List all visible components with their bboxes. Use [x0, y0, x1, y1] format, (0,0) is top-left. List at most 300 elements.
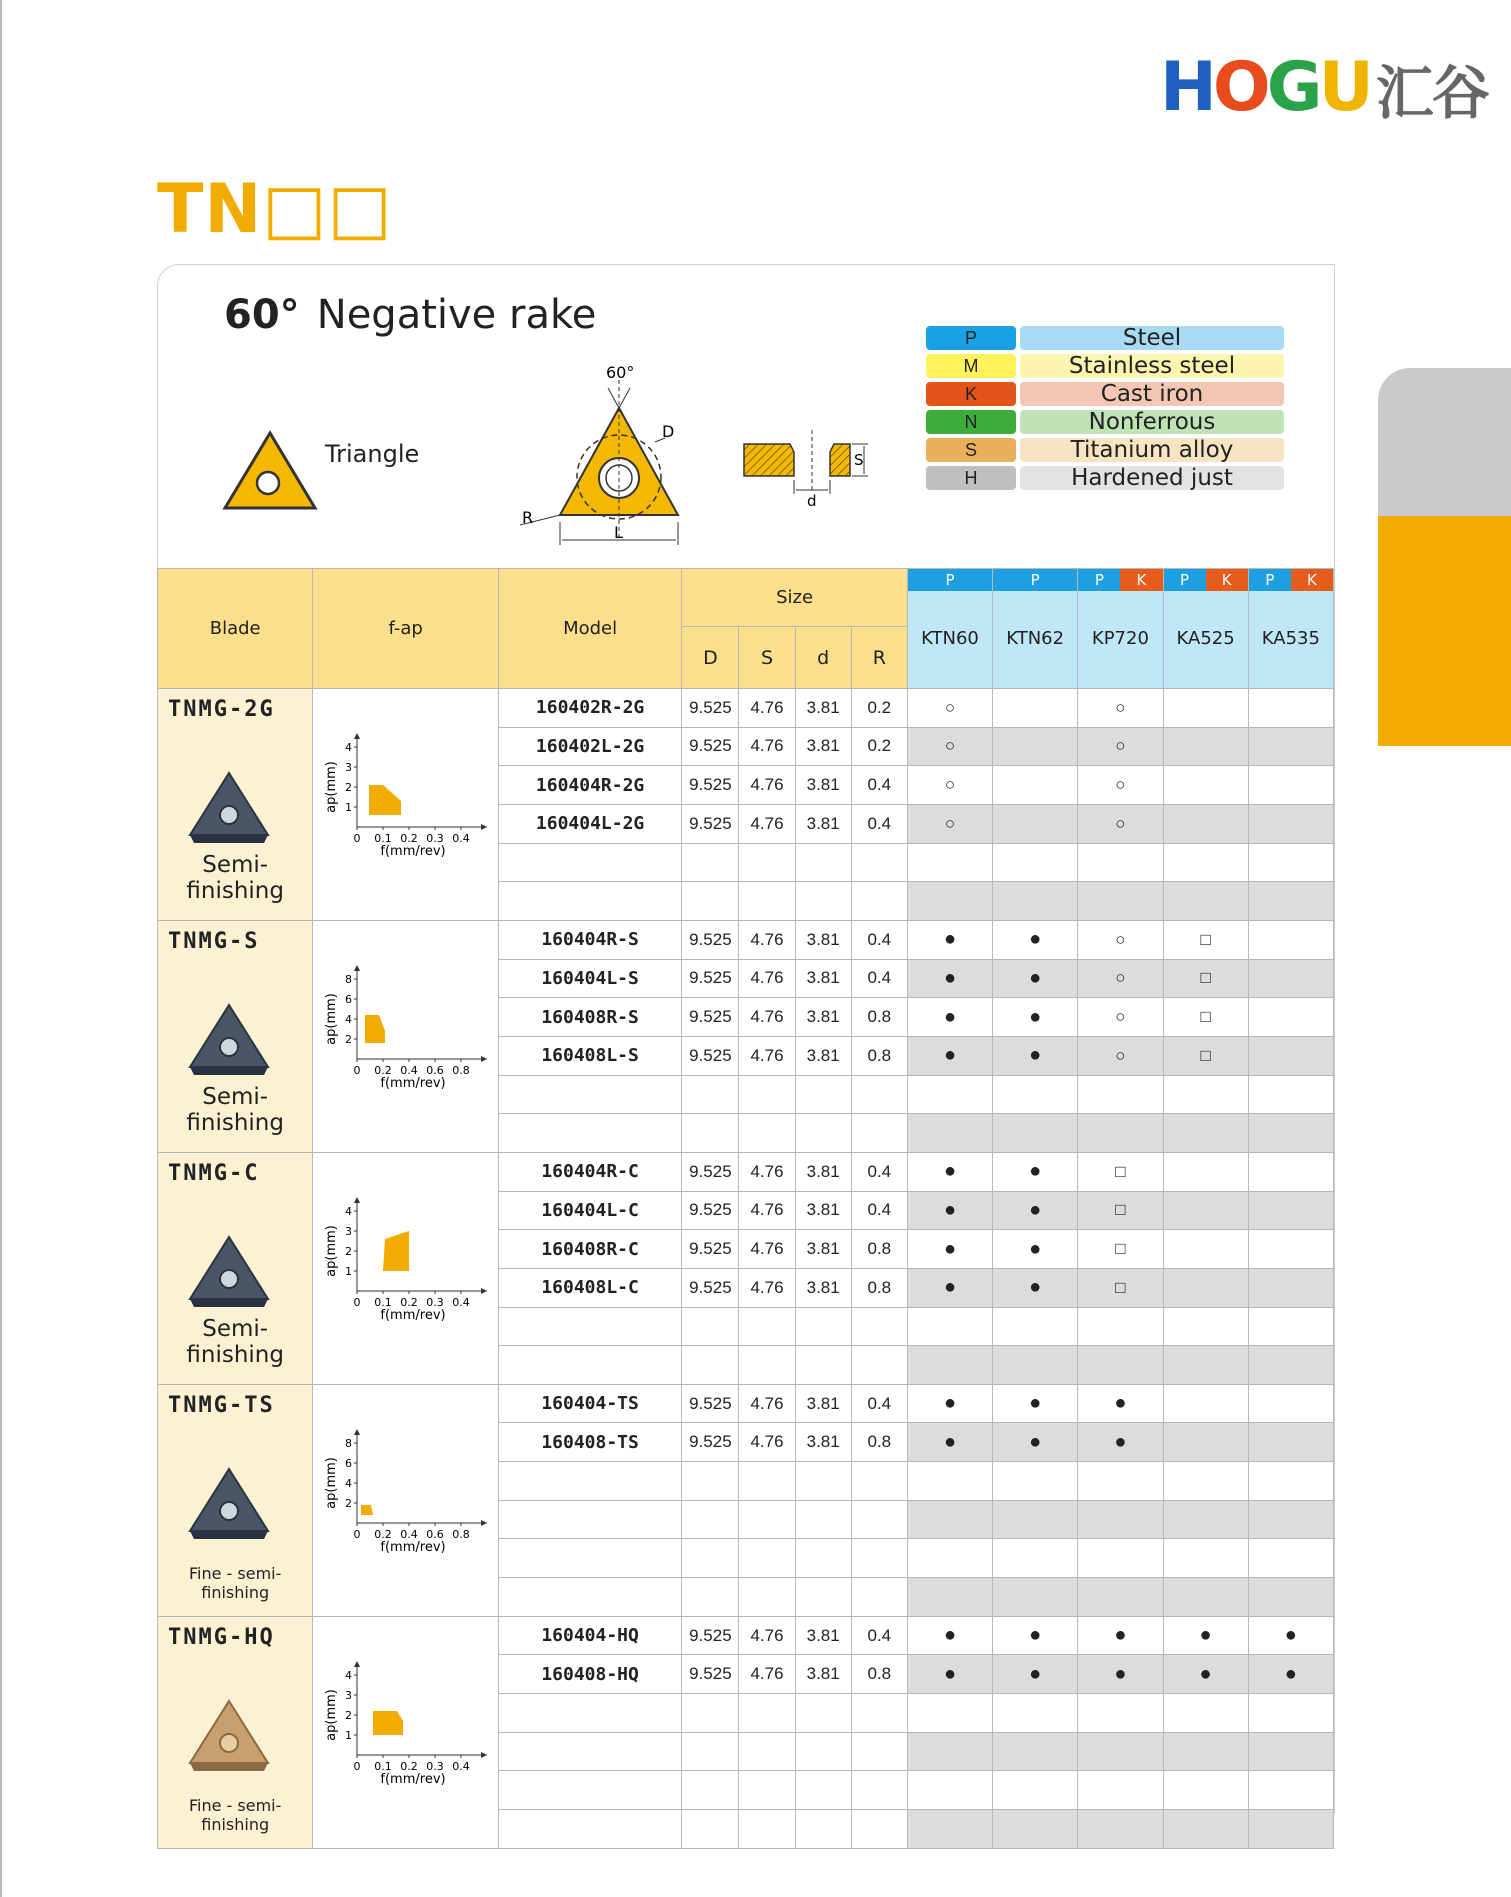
- grade-availability: □: [1163, 959, 1248, 998]
- model-code: 160408R-C: [498, 1230, 681, 1269]
- size-D-value: 9.525: [682, 1423, 739, 1462]
- y-axis-label: ap(mm): [324, 761, 340, 813]
- size-d-value: 3.81: [795, 1423, 851, 1462]
- size-d-value: 3.81: [795, 804, 851, 843]
- size-R-value: [851, 843, 907, 882]
- size-D-value: [682, 1578, 739, 1617]
- grade-availability: [993, 1694, 1078, 1733]
- grade-availability: [1163, 766, 1248, 805]
- model-code: [498, 843, 681, 882]
- model-code: 160404-HQ: [498, 1616, 681, 1655]
- size-D-value: 9.525: [682, 689, 739, 728]
- grade-availability: [1248, 1075, 1333, 1114]
- y-tick-label: 2: [345, 781, 353, 794]
- grade-availability: [1248, 727, 1333, 766]
- grade-availability: [1248, 1346, 1333, 1385]
- size-d-value: [795, 1462, 851, 1501]
- y-tick-label: 3: [345, 1688, 353, 1702]
- grade-availability: ●: [1163, 1655, 1248, 1694]
- size-D-value: [682, 843, 739, 882]
- y-axis-label: ap(mm): [324, 1688, 340, 1741]
- legend-code: S: [926, 438, 1016, 462]
- grade-availability: ●: [993, 1268, 1078, 1307]
- grade-availability: [1163, 804, 1248, 843]
- grade-availability: [1078, 882, 1163, 921]
- grade-availability: [1078, 1771, 1163, 1810]
- table-row: [158, 1152, 1334, 1191]
- size-R-value: [851, 1307, 907, 1346]
- grade-availability: ●: [1248, 1655, 1333, 1694]
- x-tick-label: 0.2: [374, 1527, 393, 1541]
- grade-name: KTN62: [1006, 628, 1065, 649]
- grade-availability: [993, 727, 1078, 766]
- grade-availability: [993, 1114, 1078, 1153]
- size-d-value: [795, 843, 851, 882]
- size-D-value: 9.525: [682, 1152, 739, 1191]
- table-row: [158, 1384, 1334, 1423]
- x-tick-label: 0.8: [452, 1527, 471, 1541]
- size-col-R: R: [851, 627, 907, 689]
- legend-code: N: [926, 410, 1016, 434]
- blade-application: Semi-finishing: [186, 1083, 284, 1136]
- grade-availability: ●: [907, 1036, 992, 1075]
- x-tick-label: 0: [353, 832, 361, 845]
- x-tick-label: 0.4: [452, 832, 471, 845]
- size-S-value: 4.76: [739, 959, 795, 998]
- table-row: [158, 920, 1334, 959]
- grade-availability: [1163, 843, 1248, 882]
- grade-availability: [993, 882, 1078, 921]
- blade-cell: [158, 1616, 313, 1848]
- x-tick-label: 0: [353, 1527, 361, 1541]
- size-D-value: 9.525: [682, 1191, 739, 1230]
- logo-chinese: 汇谷: [1375, 59, 1488, 127]
- shape-name: Triangle: [325, 440, 420, 468]
- size-D-value: [682, 1075, 739, 1114]
- blade-cell: [158, 1384, 313, 1616]
- grade-availability: [1078, 1075, 1163, 1114]
- fap-chart: [321, 1651, 491, 1821]
- size-S-value: [739, 1578, 795, 1617]
- grade-material-tags: [908, 569, 992, 591]
- y-tick-label: 2: [345, 1244, 353, 1258]
- grade-availability: [1248, 1384, 1333, 1423]
- grade-availability: [1163, 1230, 1248, 1269]
- side-decoration-grey: [1378, 368, 1511, 528]
- grade-availability: □: [1163, 998, 1248, 1037]
- x-tick-label: 0.8: [452, 1063, 471, 1077]
- grade-availability: [1163, 1191, 1248, 1230]
- grade-availability: ○: [1078, 689, 1163, 728]
- legend-name: Steel: [1020, 326, 1284, 350]
- model-code: 160408L-S: [498, 1036, 681, 1075]
- grade-availability: [993, 1732, 1078, 1771]
- size-R-value: 0.8: [851, 998, 907, 1037]
- size-S-value: 4.76: [739, 727, 795, 766]
- fap-cell: [313, 1152, 498, 1384]
- blade-name: TNMG-HQ: [168, 1624, 275, 1650]
- size-d-value: 3.81: [795, 959, 851, 998]
- grade-availability: [907, 882, 992, 921]
- grade-availability: [1248, 843, 1333, 882]
- size-S-value: [739, 1771, 795, 1810]
- size-d-value: 3.81: [795, 1655, 851, 1694]
- size-R-value: 0.2: [851, 727, 907, 766]
- insert-photo-icon: [186, 1465, 272, 1545]
- y-tick-label: 3: [345, 761, 353, 774]
- size-d-value: [795, 1694, 851, 1733]
- model-code: [498, 1771, 681, 1810]
- grade-availability: [993, 1346, 1078, 1385]
- model-code: [498, 1114, 681, 1153]
- legend-code: K: [926, 382, 1016, 406]
- grade-tag: P: [1249, 569, 1291, 591]
- grade-availability: [1248, 689, 1333, 728]
- y-axis-arrow: [354, 733, 360, 739]
- model-code: [498, 1539, 681, 1578]
- size-d-value: [795, 1771, 851, 1810]
- grade-availability: [1248, 1462, 1333, 1501]
- size-S-value: 4.76: [739, 998, 795, 1037]
- grade-header: [993, 569, 1078, 689]
- size-d-value: 3.81: [795, 920, 851, 959]
- model-code: 160404R-S: [498, 920, 681, 959]
- x-tick-label: 0.1: [374, 1295, 393, 1309]
- x-tick-label: 0.3: [426, 1295, 445, 1309]
- grade-availability: [907, 1810, 992, 1849]
- legend-row: [926, 466, 1284, 490]
- grade-availability: ○: [1078, 727, 1163, 766]
- legend-name: Stainless steel: [1020, 354, 1284, 378]
- grade-availability: [1163, 1694, 1248, 1733]
- grade-availability: ○: [1078, 1036, 1163, 1075]
- model-header: Model: [498, 569, 681, 689]
- grade-availability: ●: [907, 1268, 992, 1307]
- grade-availability: □: [1078, 1230, 1163, 1269]
- x-axis-arrow: [481, 1288, 487, 1294]
- legend-name: Nonferrous: [1020, 410, 1284, 434]
- x-tick-label: 0: [353, 1063, 361, 1077]
- grade-availability: ●: [993, 1655, 1078, 1694]
- grade-availability: [1248, 1114, 1333, 1153]
- size-R-value: 0.2: [851, 689, 907, 728]
- grade-availability: [1248, 882, 1333, 921]
- model-code: 160408R-S: [498, 998, 681, 1037]
- size-D-value: [682, 1462, 739, 1501]
- grade-availability: [1078, 1732, 1163, 1771]
- grade-header: [1078, 569, 1163, 689]
- legend-row: [926, 326, 1284, 350]
- size-R-value: [851, 1771, 907, 1810]
- l-dimension-label: L: [614, 523, 623, 542]
- legend-code: H: [926, 466, 1016, 490]
- grade-header: [1163, 569, 1248, 689]
- grade-availability: ○: [1078, 920, 1163, 959]
- grade-availability: [1163, 882, 1248, 921]
- grade-availability: [993, 1771, 1078, 1810]
- size-S-value: 4.76: [739, 1268, 795, 1307]
- size-d-value: 3.81: [795, 727, 851, 766]
- grade-availability: ●: [1163, 1616, 1248, 1655]
- model-code: 160408-HQ: [498, 1655, 681, 1694]
- size-R-value: 0.4: [851, 1191, 907, 1230]
- grade-availability: [993, 1462, 1078, 1501]
- r-dimension-label: R: [522, 508, 534, 527]
- grade-material-tags: [1078, 569, 1162, 591]
- legend-code: M: [926, 354, 1016, 378]
- grade-availability: ○: [907, 689, 992, 728]
- size-d-value: 3.81: [795, 689, 851, 728]
- x-tick-label: 0.6: [426, 1527, 445, 1541]
- grade-availability: [1163, 1346, 1248, 1385]
- grade-tag: K: [1120, 569, 1162, 591]
- grade-availability: ●: [993, 1423, 1078, 1462]
- grade-availability: [1163, 727, 1248, 766]
- x-tick-label: 0: [353, 1295, 361, 1309]
- model-code: [498, 1462, 681, 1501]
- grade-availability: [1163, 1384, 1248, 1423]
- x-tick-label: 0.1: [374, 1759, 393, 1773]
- model-code: [498, 1732, 681, 1771]
- grade-availability: ●: [993, 1152, 1078, 1191]
- size-D-value: 9.525: [682, 1036, 739, 1075]
- legend-code: P: [926, 326, 1016, 350]
- size-d-value: 3.81: [795, 766, 851, 805]
- size-D-value: 9.525: [682, 1268, 739, 1307]
- chip-breaking-area: [383, 1231, 409, 1271]
- grade-availability: [1248, 998, 1333, 1037]
- grade-header: [907, 569, 992, 689]
- x-tick-label: 0.2: [374, 1063, 393, 1077]
- size-S-value: [739, 1694, 795, 1733]
- grade-availability: ●: [1248, 1616, 1333, 1655]
- grade-tag: P: [908, 569, 992, 591]
- grade-availability: ○: [1078, 766, 1163, 805]
- grade-availability: [1078, 1694, 1163, 1733]
- table-row: [158, 689, 1334, 728]
- y-tick-label: 3: [345, 1224, 353, 1238]
- grade-availability: [907, 1732, 992, 1771]
- brand-logo: [1160, 48, 1488, 128]
- size-D-value: 9.525: [682, 920, 739, 959]
- size-D-value: 9.525: [682, 804, 739, 843]
- insert-heading: [224, 292, 596, 338]
- size-d-value: 3.81: [795, 1268, 851, 1307]
- grade-name: KP720: [1091, 628, 1149, 649]
- y-tick-label: 4: [345, 1012, 353, 1026]
- grade-availability: [1248, 766, 1333, 805]
- size-D-value: [682, 1694, 739, 1733]
- grade-availability: [1163, 1771, 1248, 1810]
- size-d-value: 3.81: [795, 1191, 851, 1230]
- grade-availability: [1078, 1346, 1163, 1385]
- blade-header: Blade: [158, 569, 313, 689]
- grade-availability: [1163, 1578, 1248, 1617]
- triangle-shape-icon: [220, 428, 320, 514]
- model-code: 160404L-S: [498, 959, 681, 998]
- grade-availability: ●: [907, 1191, 992, 1230]
- grade-availability: ●: [993, 920, 1078, 959]
- y-tick-label: 1: [345, 1728, 353, 1742]
- size-S-value: [739, 1075, 795, 1114]
- rake-type: Negative rake: [316, 292, 597, 338]
- y-tick-label: 4: [345, 1668, 353, 1682]
- model-code: 160404R-C: [498, 1152, 681, 1191]
- y-tick-label: 2: [345, 1496, 353, 1510]
- size-D-value: [682, 882, 739, 921]
- grade-availability: [1248, 1732, 1333, 1771]
- grade-availability: [1248, 1230, 1333, 1269]
- fap-chart: [321, 1187, 491, 1357]
- grade-availability: ●: [993, 959, 1078, 998]
- grade-availability: ●: [907, 959, 992, 998]
- y-tick-label: 4: [345, 1204, 353, 1218]
- legend-row: [926, 382, 1284, 406]
- grade-availability: [907, 1346, 992, 1385]
- grade-availability: ○: [907, 727, 992, 766]
- size-S-value: 4.76: [739, 1036, 795, 1075]
- grade-availability: [1163, 1152, 1248, 1191]
- size-D-value: [682, 1114, 739, 1153]
- legend-row: [926, 354, 1284, 378]
- model-code: [498, 1810, 681, 1849]
- size-S-value: 4.76: [739, 1384, 795, 1423]
- x-tick-label: 0.4: [452, 1759, 471, 1773]
- grade-header: [1248, 569, 1333, 689]
- material-legend: [926, 326, 1284, 494]
- legend-name: Titanium alloy: [1020, 438, 1284, 462]
- grade-availability: [993, 804, 1078, 843]
- size-D-value: 9.525: [682, 1616, 739, 1655]
- insert-dimension-diagram: [510, 360, 690, 550]
- size-D-value: [682, 1307, 739, 1346]
- grade-availability: [1163, 1423, 1248, 1462]
- grade-availability: [907, 1462, 992, 1501]
- size-col-D: D: [682, 627, 739, 689]
- blade-application: Fine - semi-finishing: [188, 1563, 282, 1602]
- y-tick-label: 2: [345, 1032, 353, 1046]
- size-d-value: 3.81: [795, 1230, 851, 1269]
- grade-availability: ●: [907, 920, 992, 959]
- size-d-value: [795, 1114, 851, 1153]
- x-axis-label: f(mm/rev): [380, 1771, 446, 1787]
- grade-availability: □: [1163, 920, 1248, 959]
- x-axis-label: f(mm/rev): [380, 1075, 446, 1091]
- grade-availability: ●: [907, 1152, 992, 1191]
- size-R-value: [851, 1114, 907, 1153]
- page-left-border: [0, 0, 2, 1897]
- size-S-value: [739, 882, 795, 921]
- size-R-value: 0.4: [851, 804, 907, 843]
- grade-availability: [1163, 1114, 1248, 1153]
- grade-availability: [1163, 1732, 1248, 1771]
- size-D-value: 9.525: [682, 766, 739, 805]
- grade-tag: P: [1078, 569, 1120, 591]
- side-decoration-orange: [1378, 516, 1511, 746]
- size-d-value: 3.81: [795, 1152, 851, 1191]
- size-R-value: 0.8: [851, 1036, 907, 1075]
- size-R-value: 0.4: [851, 1616, 907, 1655]
- y-tick-label: 2: [345, 1708, 353, 1722]
- grade-availability: ●: [993, 998, 1078, 1037]
- size-d-value: [795, 1810, 851, 1849]
- grade-availability: [1163, 1539, 1248, 1578]
- size-col-S: S: [739, 627, 795, 689]
- size-S-value: 4.76: [739, 689, 795, 728]
- y-axis-label: ap(mm): [324, 993, 340, 1045]
- model-code: [498, 1346, 681, 1385]
- size-S-value: 4.76: [739, 1191, 795, 1230]
- grade-availability: [993, 766, 1078, 805]
- size-S-value: 4.76: [739, 804, 795, 843]
- grade-availability: [1078, 1114, 1163, 1153]
- blade-name: TNMG-C: [168, 1160, 260, 1186]
- y-tick-label: 1: [345, 801, 353, 814]
- grade-availability: ●: [993, 1384, 1078, 1423]
- grade-availability: [993, 689, 1078, 728]
- size-S-value: 4.76: [739, 1230, 795, 1269]
- grade-availability: ○: [1078, 959, 1163, 998]
- grade-availability: ●: [1078, 1655, 1163, 1694]
- grade-availability: [1163, 1075, 1248, 1114]
- y-tick-label: 6: [345, 1456, 353, 1470]
- blade-application: Fine - semi-finishing: [188, 1795, 282, 1834]
- fap-cell: [313, 689, 498, 921]
- logo-latin: HOGU: [1160, 48, 1370, 127]
- grade-availability: [1248, 1423, 1333, 1462]
- model-code: [498, 1694, 681, 1733]
- y-axis-label: ap(mm): [324, 1456, 340, 1509]
- grade-availability: ●: [1078, 1384, 1163, 1423]
- size-D-value: 9.525: [682, 959, 739, 998]
- fap-chart: [321, 955, 491, 1125]
- size-header: Size: [682, 569, 908, 627]
- fap-cell: [313, 1616, 498, 1848]
- grade-availability: [1078, 1539, 1163, 1578]
- grade-availability: [907, 1114, 992, 1153]
- grade-availability: [993, 1539, 1078, 1578]
- x-tick-label: 0.3: [426, 1759, 445, 1773]
- model-code: [498, 1307, 681, 1346]
- fap-cell: [313, 920, 498, 1152]
- size-R-value: [851, 1694, 907, 1733]
- size-d-value: 3.81: [795, 1616, 851, 1655]
- size-d-value: [795, 1578, 851, 1617]
- grade-availability: ●: [907, 1384, 992, 1423]
- size-S-value: [739, 1114, 795, 1153]
- size-D-value: 9.525: [682, 727, 739, 766]
- grade-name: KTN60: [921, 628, 979, 649]
- model-code: 160402R-2G: [498, 689, 681, 728]
- grade-availability: [1248, 1500, 1333, 1539]
- grade-availability: ●: [907, 1655, 992, 1694]
- model-code: [498, 1500, 681, 1539]
- size-D-value: 9.525: [682, 1384, 739, 1423]
- insert-photo-icon: [186, 769, 272, 849]
- size-R-value: 0.8: [851, 1655, 907, 1694]
- grade-availability: [1078, 1500, 1163, 1539]
- size-R-value: [851, 1500, 907, 1539]
- size-d-value: [795, 1075, 851, 1114]
- grade-availability: [907, 1771, 992, 1810]
- size-S-value: 4.76: [739, 766, 795, 805]
- y-axis-label: ap(mm): [324, 1225, 340, 1277]
- model-code: 160404R-2G: [498, 766, 681, 805]
- y-axis-arrow: [354, 1661, 360, 1667]
- size-R-value: 0.8: [851, 1268, 907, 1307]
- x-tick-label: 0.4: [400, 1527, 419, 1541]
- grade-availability: ●: [1078, 1423, 1163, 1462]
